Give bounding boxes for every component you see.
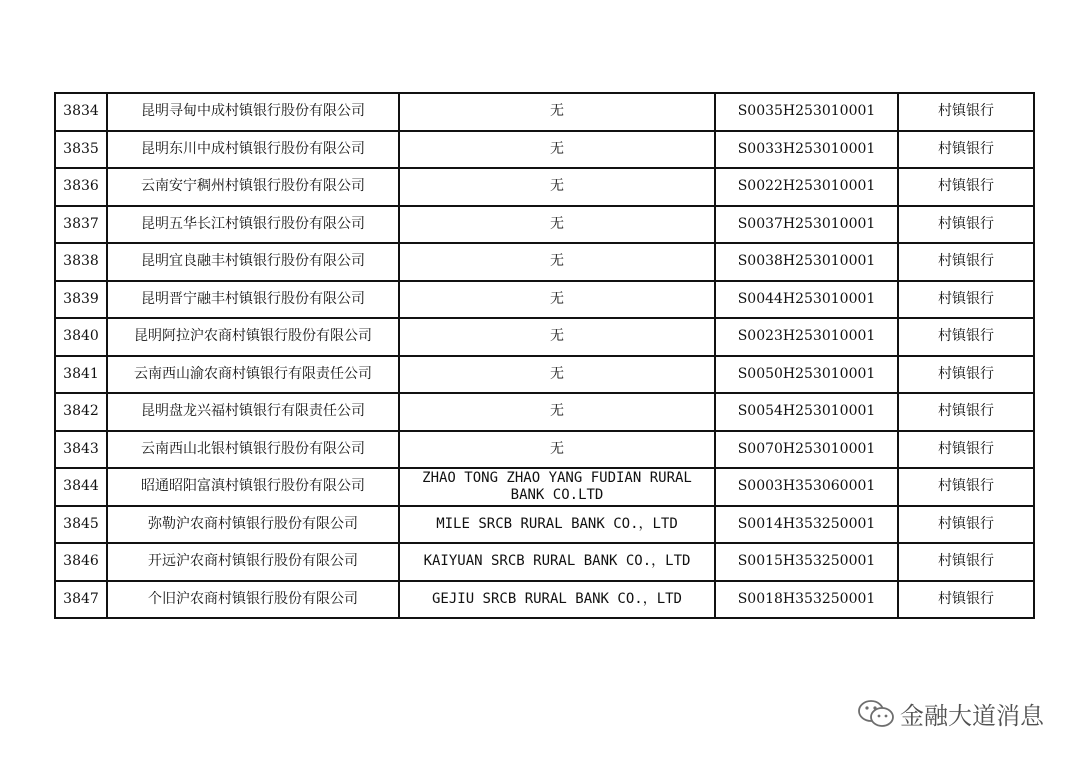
bank-name-cn: 昆明东川中成村镇银行股份有限公司 bbox=[107, 131, 399, 169]
wechat-icon bbox=[856, 697, 896, 731]
row-number: 3845 bbox=[55, 506, 107, 544]
bank-name-en: MILE SRCB RURAL BANK CO.，LTD bbox=[399, 506, 715, 544]
table-row bbox=[55, 168, 1034, 206]
table-row bbox=[55, 543, 1034, 581]
table-row bbox=[55, 431, 1034, 469]
institution-type: 村镇银行 bbox=[898, 543, 1034, 581]
institution-type: 村镇银行 bbox=[898, 581, 1034, 619]
license-code: S0044H253010001 bbox=[715, 281, 898, 319]
table-row bbox=[55, 506, 1034, 544]
table-row bbox=[55, 93, 1034, 131]
license-code: S0035H253010001 bbox=[715, 93, 898, 131]
bank-name-en: 无 bbox=[399, 318, 715, 356]
institution-type: 村镇银行 bbox=[898, 206, 1034, 244]
row-number: 3847 bbox=[55, 581, 107, 619]
table-row bbox=[55, 206, 1034, 244]
institution-type: 村镇银行 bbox=[898, 431, 1034, 469]
row-number: 3846 bbox=[55, 543, 107, 581]
bank-name-cn: 昆明晋宁融丰村镇银行股份有限公司 bbox=[107, 281, 399, 319]
institution-type: 村镇银行 bbox=[898, 131, 1034, 169]
row-number: 3841 bbox=[55, 356, 107, 394]
license-code: S0022H253010001 bbox=[715, 168, 898, 206]
bank-name-cn: 昭通昭阳富滇村镇银行股份有限公司 bbox=[107, 468, 399, 506]
bank-name-cn: 昆明宜良融丰村镇银行股份有限公司 bbox=[107, 243, 399, 281]
institution-type: 村镇银行 bbox=[898, 168, 1034, 206]
bank-name-en: 无 bbox=[399, 281, 715, 319]
institution-type: 村镇银行 bbox=[898, 393, 1034, 431]
table-row bbox=[55, 356, 1034, 394]
table-row bbox=[55, 318, 1034, 356]
license-code: S0023H253010001 bbox=[715, 318, 898, 356]
bank-name-cn: 昆明阿拉沪农商村镇银行股份有限公司 bbox=[107, 318, 399, 356]
bank-name-en: ZHAO TONG ZHAO YANG FUDIAN RURAL BANK CO.LTD bbox=[399, 468, 715, 506]
bank-name-en: 无 bbox=[399, 431, 715, 469]
row-number: 3842 bbox=[55, 393, 107, 431]
table-row bbox=[55, 281, 1034, 319]
license-code: S0015H353250001 bbox=[715, 543, 898, 581]
table-row bbox=[55, 243, 1034, 281]
bank-name-en: KAIYUAN SRCB RURAL BANK CO.，LTD bbox=[399, 543, 715, 581]
institution-type: 村镇银行 bbox=[898, 356, 1034, 394]
row-number: 3840 bbox=[55, 318, 107, 356]
row-number: 3844 bbox=[55, 468, 107, 506]
license-code: S0070H253010001 bbox=[715, 431, 898, 469]
bank-name-en: GEJIU SRCB RURAL BANK CO.，LTD bbox=[399, 581, 715, 619]
bank-name-cn: 开远沪农商村镇银行股份有限公司 bbox=[107, 543, 399, 581]
bank-name-en: 无 bbox=[399, 131, 715, 169]
row-number: 3835 bbox=[55, 131, 107, 169]
bank-name-cn: 弥勒沪农商村镇银行股份有限公司 bbox=[107, 506, 399, 544]
watermark-text: 金融大道消息 bbox=[900, 702, 1044, 730]
row-number: 3837 bbox=[55, 206, 107, 244]
bank-name-en: 无 bbox=[399, 168, 715, 206]
license-code: S0033H253010001 bbox=[715, 131, 898, 169]
row-number: 3843 bbox=[55, 431, 107, 469]
table-row bbox=[55, 468, 1034, 506]
institution-type: 村镇银行 bbox=[898, 281, 1034, 319]
row-number: 3834 bbox=[55, 93, 107, 131]
bank-name-cn: 个旧沪农商村镇银行股份有限公司 bbox=[107, 581, 399, 619]
license-code: S0037H253010001 bbox=[715, 206, 898, 244]
bank-name-en: 无 bbox=[399, 356, 715, 394]
bank-list-table bbox=[54, 92, 1035, 619]
bank-name-en: 无 bbox=[399, 93, 715, 131]
license-code: S0018H353250001 bbox=[715, 581, 898, 619]
license-code: S0003H353060001 bbox=[715, 468, 898, 506]
license-code: S0038H253010001 bbox=[715, 243, 898, 281]
bank-name-en: 无 bbox=[399, 393, 715, 431]
table-row bbox=[55, 131, 1034, 169]
bank-name-cn: 云南西山北银村镇银行股份有限公司 bbox=[107, 431, 399, 469]
license-code: S0014H353250001 bbox=[715, 506, 898, 544]
watermark bbox=[856, 696, 1044, 731]
row-number: 3839 bbox=[55, 281, 107, 319]
row-number: 3836 bbox=[55, 168, 107, 206]
license-code: S0054H253010001 bbox=[715, 393, 898, 431]
bank-name-cn: 昆明五华长江村镇银行股份有限公司 bbox=[107, 206, 399, 244]
table-row bbox=[55, 393, 1034, 431]
bank-name-cn: 昆明盘龙兴福村镇银行有限责任公司 bbox=[107, 393, 399, 431]
bank-name-cn: 云南安宁稠州村镇银行股份有限公司 bbox=[107, 168, 399, 206]
institution-type: 村镇银行 bbox=[898, 243, 1034, 281]
institution-type: 村镇银行 bbox=[898, 506, 1034, 544]
row-number: 3838 bbox=[55, 243, 107, 281]
institution-type: 村镇银行 bbox=[898, 318, 1034, 356]
bank-name-cn: 云南西山渝农商村镇银行有限责任公司 bbox=[107, 356, 399, 394]
bank-name-en: 无 bbox=[399, 206, 715, 244]
license-code: S0050H253010001 bbox=[715, 356, 898, 394]
bank-name-en: 无 bbox=[399, 243, 715, 281]
institution-type: 村镇银行 bbox=[898, 468, 1034, 506]
institution-type: 村镇银行 bbox=[898, 93, 1034, 131]
bank-name-cn: 昆明寻甸中成村镇银行股份有限公司 bbox=[107, 93, 399, 131]
table-row bbox=[55, 581, 1034, 619]
